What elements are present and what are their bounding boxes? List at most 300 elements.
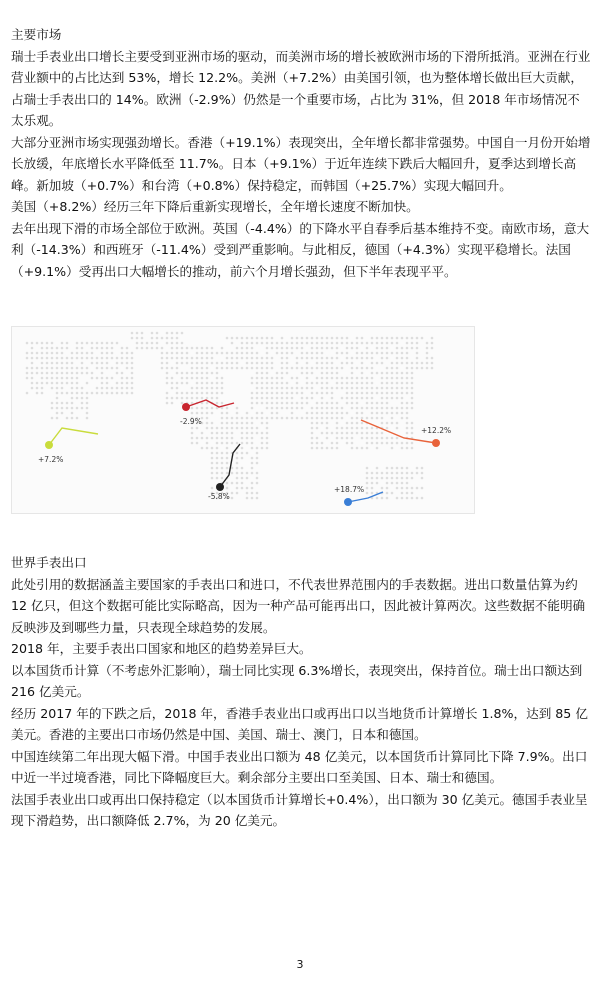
map-dot xyxy=(351,357,354,360)
map-dot xyxy=(276,407,279,410)
map-dot xyxy=(241,422,244,425)
map-dot xyxy=(56,407,59,410)
map-dot xyxy=(361,432,364,435)
map-dot xyxy=(356,352,359,355)
map-dot xyxy=(361,427,364,430)
map-dot xyxy=(221,432,224,435)
map-dot xyxy=(176,397,179,400)
map-dot xyxy=(216,472,219,475)
map-dot xyxy=(111,357,114,360)
map-dot xyxy=(386,467,389,470)
map-dot xyxy=(306,402,309,405)
map-dot xyxy=(66,372,69,375)
map-dot xyxy=(401,482,404,485)
map-dot xyxy=(306,377,309,380)
map-dot xyxy=(236,417,239,420)
map-dot xyxy=(361,392,364,395)
map-dot xyxy=(81,357,84,360)
map-dot xyxy=(216,447,219,450)
map-dot xyxy=(236,477,239,480)
map-dot xyxy=(166,402,169,405)
map-dot xyxy=(356,412,359,415)
map-dot xyxy=(356,407,359,410)
map-dot xyxy=(91,372,94,375)
map-dot xyxy=(151,347,154,350)
map-dot xyxy=(76,387,79,390)
map-dot xyxy=(31,362,34,365)
map-dot xyxy=(366,397,369,400)
map-dot xyxy=(321,447,324,450)
map-dot xyxy=(171,397,174,400)
map-dot xyxy=(426,347,429,350)
map-dot xyxy=(166,362,169,365)
map-dot xyxy=(281,397,284,400)
map-dot xyxy=(61,382,64,385)
map-dot xyxy=(26,392,29,395)
map-dot xyxy=(361,407,364,410)
map-dot xyxy=(211,447,214,450)
map-dot xyxy=(51,372,54,375)
map-dot xyxy=(296,337,299,340)
map-dot xyxy=(191,407,194,410)
map-dot xyxy=(396,482,399,485)
map-dot xyxy=(401,362,404,365)
map-dot xyxy=(401,387,404,390)
map-dot xyxy=(231,362,234,365)
map-dot xyxy=(391,467,394,470)
map-dot xyxy=(246,337,249,340)
map-dot xyxy=(236,442,239,445)
map-dot xyxy=(196,412,199,415)
map-dot xyxy=(311,337,314,340)
map-dot xyxy=(281,392,284,395)
map-dot xyxy=(26,372,29,375)
map-dot xyxy=(291,367,294,370)
map-dot xyxy=(356,397,359,400)
map-dot xyxy=(331,387,334,390)
map-dot xyxy=(191,442,194,445)
map-dot xyxy=(406,352,409,355)
map-dot xyxy=(351,347,354,350)
map-dot xyxy=(421,477,424,480)
map-dot xyxy=(371,367,374,370)
map-dot xyxy=(316,377,319,380)
map-dot xyxy=(216,457,219,460)
map-dot xyxy=(306,357,309,360)
map-dot xyxy=(351,342,354,345)
map-dot xyxy=(296,342,299,345)
map-dot xyxy=(171,352,174,355)
map-dot xyxy=(351,437,354,440)
map-dot xyxy=(391,392,394,395)
map-dot xyxy=(26,352,29,355)
map-dot xyxy=(86,407,89,410)
map-dot xyxy=(221,422,224,425)
map-dot xyxy=(301,372,304,375)
map-dot xyxy=(86,382,89,385)
map-dot xyxy=(76,372,79,375)
map-dot xyxy=(176,382,179,385)
map-dot xyxy=(386,392,389,395)
map-dot xyxy=(401,447,404,450)
map-dot xyxy=(316,437,319,440)
map-dot xyxy=(241,352,244,355)
map-dot xyxy=(411,497,414,500)
map-dot xyxy=(316,402,319,405)
map-dot xyxy=(111,347,114,350)
map-dot xyxy=(281,417,284,420)
map-dot xyxy=(396,467,399,470)
map-dot xyxy=(286,392,289,395)
map-dot xyxy=(56,382,59,385)
map-dot xyxy=(266,442,269,445)
map-dot xyxy=(401,397,404,400)
map-dot xyxy=(171,357,174,360)
map-dot xyxy=(411,487,414,490)
map-dot xyxy=(366,402,369,405)
map-dot xyxy=(216,462,219,465)
map-dot xyxy=(361,447,364,450)
map-dot xyxy=(131,352,134,355)
map-dot xyxy=(406,367,409,370)
map-dot xyxy=(221,472,224,475)
map-dot xyxy=(251,337,254,340)
map-dot xyxy=(211,407,214,410)
map-dot xyxy=(336,407,339,410)
map-dot xyxy=(256,377,259,380)
map-dot xyxy=(321,347,324,350)
map-dot xyxy=(216,387,219,390)
map-dot xyxy=(56,412,59,415)
region-label: +7.2% xyxy=(38,455,64,464)
map-dot xyxy=(221,462,224,465)
map-dot xyxy=(226,447,229,450)
map-dot xyxy=(36,382,39,385)
map-dot xyxy=(381,347,384,350)
map-dot xyxy=(361,337,364,340)
world-map xyxy=(12,327,474,513)
map-dot xyxy=(431,342,434,345)
map-dot xyxy=(381,432,384,435)
map-dot xyxy=(231,432,234,435)
map-dot xyxy=(406,412,409,415)
map-dot xyxy=(41,342,44,345)
map-dot xyxy=(121,377,124,380)
map-dot xyxy=(366,347,369,350)
map-dot xyxy=(411,407,414,410)
map-dot xyxy=(141,337,144,340)
map-dot xyxy=(396,397,399,400)
map-dot xyxy=(216,382,219,385)
map-dot xyxy=(276,382,279,385)
map-dot xyxy=(376,497,379,500)
map-dot xyxy=(251,472,254,475)
map-dot xyxy=(406,372,409,375)
map-dot xyxy=(171,342,174,345)
map-dot xyxy=(431,367,434,370)
map-dot xyxy=(201,392,204,395)
map-dot xyxy=(396,362,399,365)
map-dot xyxy=(291,402,294,405)
map-dot xyxy=(226,337,229,340)
map-dot xyxy=(81,402,84,405)
map-dot xyxy=(266,417,269,420)
map-dot xyxy=(106,382,109,385)
region-label: -5.8% xyxy=(208,492,230,501)
map-dot xyxy=(391,447,394,450)
map-dot xyxy=(381,437,384,440)
map-dot xyxy=(356,367,359,370)
map-dot xyxy=(346,432,349,435)
map-dot xyxy=(56,352,59,355)
map-dot xyxy=(386,427,389,430)
map-dot xyxy=(261,382,264,385)
map-dot xyxy=(256,417,259,420)
map-dot xyxy=(366,477,369,480)
map-dot xyxy=(26,377,29,380)
map-dot xyxy=(386,377,389,380)
map-dot xyxy=(386,337,389,340)
map-dot xyxy=(406,467,409,470)
map-dot xyxy=(291,337,294,340)
map-dot xyxy=(351,407,354,410)
region-label: -2.9% xyxy=(180,417,202,426)
map-dot xyxy=(391,442,394,445)
map-dot xyxy=(366,387,369,390)
map-dot xyxy=(371,487,374,490)
map-dot xyxy=(426,357,429,360)
map-dot xyxy=(371,477,374,480)
map-dot xyxy=(196,377,199,380)
map-dot xyxy=(331,442,334,445)
map-dot xyxy=(221,437,224,440)
map-dot xyxy=(366,382,369,385)
map-dot xyxy=(251,352,254,355)
map-dot xyxy=(341,412,344,415)
map-dot xyxy=(331,412,334,415)
map-dot xyxy=(426,352,429,355)
map-dot xyxy=(381,372,384,375)
map-dot xyxy=(31,387,34,390)
map-dot xyxy=(166,357,169,360)
map-dot xyxy=(281,407,284,410)
map-dot xyxy=(326,362,329,365)
map-dot xyxy=(311,427,314,430)
map-dot xyxy=(236,422,239,425)
map-dot xyxy=(221,477,224,480)
map-dot xyxy=(271,412,274,415)
map-dot xyxy=(66,382,69,385)
map-dot xyxy=(306,397,309,400)
map-dot xyxy=(346,342,349,345)
map-dot xyxy=(256,482,259,485)
map-dot xyxy=(86,372,89,375)
map-dot xyxy=(306,337,309,340)
map-dot xyxy=(291,352,294,355)
map-dot xyxy=(36,372,39,375)
map-dot xyxy=(366,417,369,420)
map-dot xyxy=(251,437,254,440)
map-dot xyxy=(271,397,274,400)
map-dot xyxy=(396,352,399,355)
map-dot xyxy=(381,382,384,385)
map-dot xyxy=(326,437,329,440)
map-dot xyxy=(371,372,374,375)
map-dot xyxy=(271,392,274,395)
map-dot xyxy=(361,417,364,420)
map-dot xyxy=(46,352,49,355)
map-dot xyxy=(111,377,114,380)
map-dot xyxy=(396,387,399,390)
map-dot xyxy=(301,417,304,420)
map-dot xyxy=(251,397,254,400)
map-dot xyxy=(391,437,394,440)
map-dot xyxy=(336,422,339,425)
map-dot xyxy=(381,337,384,340)
map-dot xyxy=(76,392,79,395)
map-dot xyxy=(326,392,329,395)
map-dot xyxy=(26,367,29,370)
map-dot xyxy=(361,362,364,365)
map-dot xyxy=(251,407,254,410)
map-dot xyxy=(76,407,79,410)
map-dot xyxy=(101,372,104,375)
map-dot xyxy=(251,467,254,470)
map-dot xyxy=(76,397,79,400)
map-dot xyxy=(341,387,344,390)
map-dot xyxy=(111,367,114,370)
map-dot xyxy=(286,352,289,355)
map-dot xyxy=(341,382,344,385)
map-dot xyxy=(251,432,254,435)
map-dot xyxy=(66,392,69,395)
map-dot xyxy=(266,372,269,375)
map-dot xyxy=(226,407,229,410)
map-dot xyxy=(251,462,254,465)
map-dot xyxy=(101,357,104,360)
map-dot xyxy=(266,427,269,430)
map-dot xyxy=(291,387,294,390)
map-dot xyxy=(376,372,379,375)
map-dot xyxy=(251,442,254,445)
map-dot xyxy=(316,422,319,425)
map-dot xyxy=(261,437,264,440)
map-dot xyxy=(336,402,339,405)
map-dot xyxy=(71,367,74,370)
map-dot xyxy=(336,387,339,390)
map-dot xyxy=(311,417,314,420)
map-dot xyxy=(166,397,169,400)
map-dot xyxy=(211,362,214,365)
map-dot xyxy=(296,362,299,365)
map-dot xyxy=(106,347,109,350)
map-dot xyxy=(236,347,239,350)
map-dot xyxy=(221,467,224,470)
map-dot xyxy=(261,442,264,445)
map-dot xyxy=(336,447,339,450)
map-dot xyxy=(71,392,74,395)
map-dot xyxy=(286,372,289,375)
map-dot xyxy=(136,332,139,335)
map-dot xyxy=(366,357,369,360)
map-dot xyxy=(391,412,394,415)
map-dot xyxy=(416,472,419,475)
region-oceania-marker xyxy=(334,485,383,506)
map-dot xyxy=(351,362,354,365)
map-dot xyxy=(181,382,184,385)
map-dot xyxy=(401,412,404,415)
section-main-markets xyxy=(11,24,591,282)
map-dot xyxy=(76,347,79,350)
map-dot xyxy=(361,372,364,375)
map-dot xyxy=(301,337,304,340)
map-dot xyxy=(181,372,184,375)
map-dot xyxy=(371,402,374,405)
map-dot xyxy=(236,462,239,465)
map-dot xyxy=(396,472,399,475)
map-dot xyxy=(186,352,189,355)
map-dot xyxy=(126,362,129,365)
map-dot xyxy=(221,352,224,355)
map-dot xyxy=(396,367,399,370)
map-dot xyxy=(241,437,244,440)
map-dot xyxy=(396,392,399,395)
map-dot xyxy=(331,337,334,340)
map-dot xyxy=(291,397,294,400)
map-dot xyxy=(86,402,89,405)
map-dot xyxy=(266,422,269,425)
map-dot xyxy=(276,397,279,400)
map-dot xyxy=(171,402,174,405)
map-dot xyxy=(246,347,249,350)
map-dot xyxy=(351,382,354,385)
map-dot xyxy=(231,337,234,340)
map-dot xyxy=(281,342,284,345)
map-dot xyxy=(341,417,344,420)
map-dot xyxy=(286,357,289,360)
map-dot xyxy=(391,352,394,355)
map-dot xyxy=(401,352,404,355)
map-dot xyxy=(266,347,269,350)
map-dot xyxy=(271,417,274,420)
map-dot xyxy=(261,337,264,340)
map-dot xyxy=(46,347,49,350)
paragraph: 此处引用的数据涵盖主要国家的手表出口和进口，不代表世界范围内的手表数据。进出口数量估算为约 12 亿只，但这个数据可能比实际略高，因为一种产品可能再出口，因此被计算两次。这些数据不能明确反映涉及到哪些力量，只表现全球趋势的发展。 xyxy=(11,576,586,635)
map-dot xyxy=(396,442,399,445)
map-dot xyxy=(181,352,184,355)
map-dot xyxy=(256,457,259,460)
map-dot xyxy=(386,497,389,500)
map-dot xyxy=(276,377,279,380)
map-dot xyxy=(96,342,99,345)
map-dot xyxy=(351,427,354,430)
paragraph: 大部分亚洲市场实现强劲增长。香港（+19.1%）表现突出，全年增长都非常强势。中国自一月份开始增长放缓，年底增长水平降低至 11.7%。日本（+9.1%）于近年连续下跌后大幅回升，夏季达到增长高峰。新加坡（+0.7%）和台湾（+0.8%）保持稳定，而韩国（+25.7%）实现大幅回升。 xyxy=(11,134,591,193)
map-dot xyxy=(391,397,394,400)
map-dot xyxy=(61,357,64,360)
map-dot xyxy=(276,352,279,355)
map-dot xyxy=(176,372,179,375)
map-dot xyxy=(246,492,249,495)
map-dot xyxy=(276,412,279,415)
map-dot xyxy=(266,377,269,380)
map-dot xyxy=(386,342,389,345)
map-dot xyxy=(246,432,249,435)
map-dot xyxy=(366,472,369,475)
map-dot xyxy=(341,437,344,440)
map-dot xyxy=(406,477,409,480)
map-dot xyxy=(296,417,299,420)
map-dot xyxy=(371,382,374,385)
